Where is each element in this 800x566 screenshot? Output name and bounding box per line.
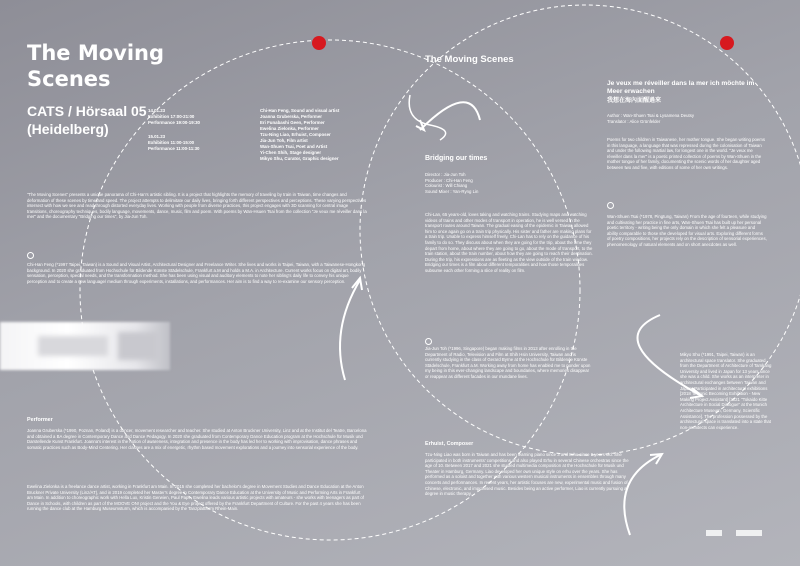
circle-marker-3: [607, 202, 614, 209]
poem-text: Poems for two children in Taiwanese, her mother tongue. She began writing poems in this language, a language that was repressed during the colonisation of Taiwan and under the following martial law, for longest one in the world. "Je veux me réveiller dans la mer" is a poetic printed collection of poems by Wan-Shuen in the mother tongue of her family, documenting the scenic words of her daughter aged between two and five, with editions of some of her own writings.: [607, 137, 766, 170]
performer-heading: Performer: [27, 417, 53, 423]
credit-item: Yi-Chen Shih, Stage designer: [260, 150, 322, 155]
credit-item: Mikyo Shu, Curator, Graphic designer: [260, 156, 339, 161]
arrow-center: [340, 280, 360, 380]
mikyo-bio: Mikyo Shu (*1991, Taipei, Taiwan) is an architectural space translator. She graduated from the Department of Architecture of Tamkang University and lived in Japan for 13 years since she was a child. She works as an interpreter in architectural exchanges between Taiwan and Japan. Participated in architectural exhibitions [2018 Tectonic Becoming Exhibition - New Making Project Assistant] [2021 "Tokaido Kitte Architecture in Social Dialogue" at the Munich Architecture Museum, Germany, Scientific Assistance]. The profession possessed by the architectural space is translated into a state that non-architects can experience.: [680, 352, 772, 430]
sponsor-logo-1: [706, 530, 722, 536]
poem-translator: Translator : Alice Grünfelder: [607, 119, 661, 124]
credit-item: Wan-Shuen Tsai, Poet and Artist: [260, 144, 328, 149]
wanshuen-bio: Wan-Shuen Tsai (*1978, Pingtung, Taiwan) From the age of fourteen, while studying and cultivating her practice in fine arts, Wan-Shuen Tsai has built up her personal poetic territory - writing being the only domain in which she felt a pleasure and ability comparable to those she developed for visual arts. Exploring different forms of poetry compositions, her projects rely on the description of sensorial experiences, phenomenology of natural elements and on short anecdotes as well.: [607, 214, 767, 247]
schedule-date-1: 14.01.23: [148, 108, 166, 113]
chihan-bio: Chi-Han Feng (*1997 Taipei, Taiwan) is a Sound and Visual Artist, Architectural Designer and Freelance Writer. She lives and works in Taipei, Taiwan, with a Taiwanese-Hongkong background. In 2020 she graduated from Hochschule für Bildende Künste Städelschule, Frankfurt a.M and holds a M.A. in Architecture. Current works focus on digital art, bodily sensation, perception, special needs, and the transformation method. She has been using visual and auditory elements to note her sibling's daily life to convey his unique perception and to create a new language/ medium through experiments, installations, and performances. Her aim is to find a way to re-examine our sensory perception.: [27, 262, 366, 284]
circle-marker-2: [425, 338, 432, 345]
sponsor-logo-2: [736, 530, 762, 536]
credit-item: Chi-Han Feng, Sound and visual artist: [260, 108, 340, 113]
bridging-credits: [425, 172, 565, 194]
poem-author: Author : Wan-Shuen Tsai & Lysamena Deutsy: [607, 113, 695, 118]
bridging-heading: Bridging our times: [425, 155, 488, 162]
university-logo: [312, 36, 326, 50]
circle-marker-1: [27, 252, 34, 259]
schedule-performance-2: Performance 11:00-11:30: [148, 146, 200, 151]
venue-title: CATS / Hörsaal 05 (Heidelberg): [27, 103, 147, 137]
poster-title: The Moving Scenes: [27, 41, 165, 91]
credit-item: Tzu-Ning Liao, Erhuist, Composer: [260, 132, 331, 137]
university-logo-right: [720, 36, 734, 50]
bridging-text: Chi-Lan, 65 years-old, loves taking and watching trains. Studying maps and watching videos of trains and other modes of transport in operation, he is well versed in the transport routes around Taiwan. The gradual easing of the epidemic in Taiwan allowed him to once again go on a train trip physically. His sister and father are making plans for a train trip. Unable to express himself freely, Chi-Lan has to rely on the guidance of his family to do so. They discuss about when they are going for the trip, about the time they depart from home, about where they are going to go, about the mode of transport, to the train station, about the train number, about how they are going to reach their destination. During the trip, his expressions are as fleeting as the view outside of the train window. Bridging our times is a film about different temporalities and how those temporalities subsume each other forming a slice of reality on film.: [425, 212, 593, 273]
schedule-performance-1: Performance 19:00-19:30: [148, 120, 200, 125]
credit-item: Jia-Jun Toh, Film artist: [260, 138, 308, 143]
credit-item: Ewelina Zielonka, Performer: [260, 126, 319, 131]
credit-item: Eri Funabashi Geen, Performer: [260, 120, 325, 125]
ewelina-bio: Ewelina Zielonka is a freelance dance artist, working in Frankfurt am Main. In 2015 she completed her bachelor's degree in Movement Studies and Dance Education at the Anton Bruckner Private University (Linz/AT), and in 2019 completed her Master's degree in Contemporary Dance Education at the University of Music and Performing Arts in Frankfurt am Main. In addition to choreographic work with Hella Lux, Kristin Gerwien, Paul Pape, Ewelina leads various artistic projects with amateurs - she works with teenagers as part of Dance in Schools, with children as part of the MOOVE ON! project and the You & Eye project offered by the Frankfurt Department of Culture. For the past 4 years she has been running the dance club at the Hamburg Museumsturm, which is accompanied by the Tanzplattform Rhein-Main.: [27, 484, 364, 512]
film-credit: Sound Mixer : Yan-Ryng Lin: [425, 188, 479, 194]
schedule-block: [148, 108, 243, 152]
tzuning-bio: Tzu-Ning Liao was born in Taiwan and has been learning piano since 3 and Erhu since 9 years old. She participated in both instruments' competitions and also played Erhu in several Chinese orchestras since the age of 10. Between 2017 and 2021 she studied multimedia composition at the Hochschule für Musik und Theater in Hamburg, Germany. Liao developed her own unique style on erhu over the years. She has performed as a soloist and together with various western musical instruments in ensembles through many concerts and performances. In recent years, her artistic focuses are new, experimental music and fusion of Chinese, electronic, and improvised music. Besides being an active performer, Liao is currently pursuing a degree in music therapy.: [425, 452, 629, 497]
film-credit: Producer : Chi-Han Feng: [425, 177, 473, 183]
schedule-exhibition-1: Exhibition 17:00-21:00: [148, 114, 195, 119]
credit-item: Joanna Gruberska, Performer: [260, 114, 322, 119]
schedule-date-2: 15.01.23: [148, 134, 166, 139]
credits-list: [260, 108, 370, 162]
poem-title: Je veux me réveiller dans la mer ich möchte im Meer erwachen: [607, 80, 755, 95]
mid-title: The Moving Scenes: [425, 54, 514, 65]
motion-blur-image: [0, 322, 170, 370]
jiajun-bio: Jia-Jun Toh (*1996, Singapore) began making films in 2013 after enrolling in the Department of Radio, Television and Film at Shih Hsin University, Taiwan and is currently studying in the class of Gerard Byrne at the Hochschule für Bildende Künste Städelschule, Frankfurt a.M. Working away from home has enabled me to ponder upon my being in this ever-changing landscape and boundaries, where memories disappear or reappear as different facades in our mundane lives.: [425, 346, 591, 379]
joanna-bio: Joanna Gruberska (*1990, Poznan, Poland) is a dancer, movement researcher and teacher. She studied at Anton Bruckner University, Linz and at the Institut del Teatre, Barcelona and obtained a BA degree in Contemporary Dance and Dance Pedagogy. In 2020 she graduated from Contemporary Dance Education program at the Hochschule für Musik und Darstellende Kunst Frankfurt. Joanna's interest in the notion of awareness, integration and presence in the body has led her to working with improvisation, dance phrases and somatic practices such as Body-Mind Centering. Her classes are a mix of energetic, rhythm based movement explorations and a journey into sensorial experience of the body.: [27, 428, 367, 450]
schedule-exhibition-2: Exhibition 11:00-15:00: [148, 140, 195, 145]
arrow-head-top-mid: [416, 120, 424, 130]
erhuist-heading: Erhuist, Composer: [425, 441, 474, 447]
intro-text: "The Moving Scenes" presents a unique panorama of Chi-Han's artistic sibling. It is a project that highlights the memory of traveling by train in Taiwan, time changes and deformation of these scenes by time and speed. The project attempts to delimitate our daily lives, bringing forth different perspectives and perceptions. These varying perspectives intersect with how we see and read through distorted everyday lives. Working with people from diverse practices, this project engages with 3D scanning for central image transitions, choreography techniques, bodily language, movements, dance, music, film and poem. With poems by Wan-Hsuen Tsai from the collection "Je veux me réveiller dans la mer" and the documentary "Bridging our times", by Jia-Jun Toh.: [27, 192, 367, 220]
arrow-curve-1: [409, 95, 445, 140]
poem-title-cjk: 我想在海內面醒過來: [607, 98, 662, 104]
arrow-top-mid: [420, 102, 480, 130]
film-credit: Director : Jia-Jun Toh: [425, 172, 466, 177]
film-credit: Colourist : Will Chiang: [425, 183, 468, 189]
